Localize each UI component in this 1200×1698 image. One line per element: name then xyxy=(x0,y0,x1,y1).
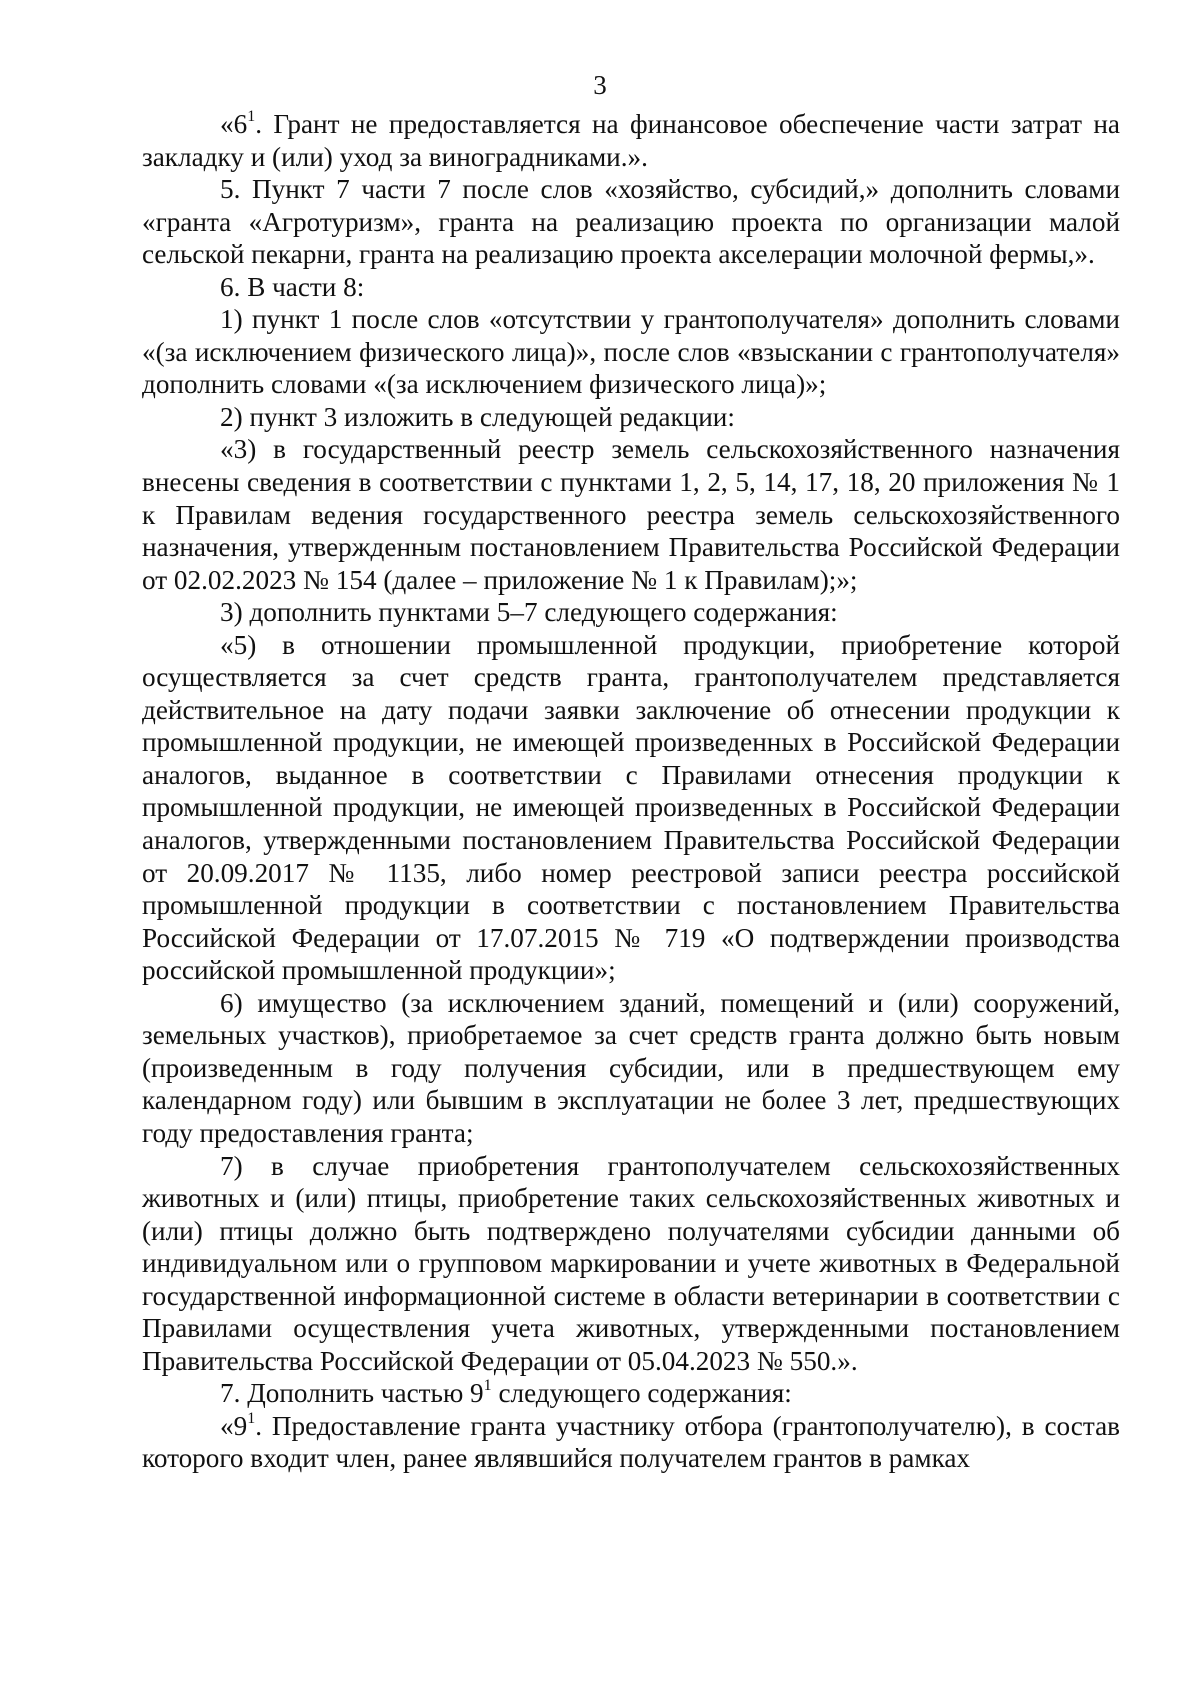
paragraph-subitem-2: 2) пункт 3 изложить в следующей редакции: xyxy=(220,401,735,432)
superscript: 1 xyxy=(247,107,256,125)
text-fragment: следующего содержания: xyxy=(491,1378,792,1409)
paragraph-quote-9-1 xyxy=(142,1410,1120,1475)
paragraph-quote-7: 7) в случае приобретения грантополучателем сельскохозяйственных животных и (или) птицы, приобретение таких сельскохозяйственных животных и (или) птицы должно быть подтверждено получателями субсидии данными об индивидуальном или о групповом маркировании и учете животных в Федеральной государственной информационной системе в области ветеринарии в соответствии с Правилами осуществления учета животных, утвержденными постановлением Правительства Российской Федерации от 05.04.2023 № 550.». xyxy=(142,1150,1120,1376)
document-body xyxy=(142,108,1120,1475)
text-fragment: . Предоставление гранта участнику отбора (грантополучателю), в состав которого входит член, ранее являвшийся получателем грантов в рамках xyxy=(142,1410,1120,1474)
paragraph-item-6: 6. В части 8: xyxy=(220,271,365,302)
paragraph-subitem-3: 3) дополнить пунктами 5–7 следующего содержания: xyxy=(220,597,838,628)
text-fragment: 7. Дополнить частью 9 xyxy=(220,1378,484,1409)
paragraph-subitem-1: 1) пункт 1 после слов «отсутствии у грантополучателя» дополнить словами «(за исключением физического лица)», после слов «взыскании с грантополучателя» дополнить словами «(за исключением физического лица)»; xyxy=(142,304,1120,400)
superscript: 1 xyxy=(483,1377,492,1395)
text-fragment: «6 xyxy=(220,109,248,139)
paragraph-quote-6: 6) имущество (за исключением зданий, помещений и (или) сооружений, земельных участков), приобретаемое за счет средств гранта должно быть новым (произведенным в году получения субсидии, или в предшествующем ему календарном году) или бывшим в эксплуатации не более 3 лет, предшествующих году предоставления гранта; xyxy=(142,987,1120,1148)
text-fragment: . Грант не предоставляется на финансовое обеспечение части затрат на закладку и (или) уход за виноградниками.». xyxy=(142,109,1120,172)
paragraph-quote-3: «3) в государственный реестр земель сельскохозяйственного назначения внесены сведения в соответствии с пунктами 1, 2, 5, 14, 17, 18, 20 приложения № 1 к Правилам ведения государственного реестра земель сельскохозяйственного назначения, утвержденным постановлением Правительства Российской Федерации от 02.02.2023 № 154 (далее – приложение № 1 к Правилам);»; xyxy=(142,434,1120,595)
paragraph-item-7 xyxy=(142,1377,1120,1410)
paragraph-quote-5: «5) в отношении промышленной продукции, приобретение которой осуществляется за счет средств гранта, грантополучателем представляется действительное на дату подачи заявки заключение об отнесении продукции к промышленной продукции, не имеющей произведенных в Российской Федерации аналогов, выданное в соответствии с Правилами отнесения продукции к промышленной продукции, не имеющей произведенных в Российской Федерации аналогов, утвержденными постановлением Правительства Российской Федерации от 20.09.2017 № 1135, либо номер реестровой записи реестра российской промышленной продукции в соответствии с постановлением Правительства Российской Федерации от 17.07.2015 № 719 «О подтверждении производства российской промышленной продукции»; xyxy=(142,629,1120,986)
page-number: 3 xyxy=(593,70,607,100)
paragraph-item-5: 5. Пункт 7 части 7 после слов «хозяйство, субсидий,» дополнить словами «гранта «Агротуризм», гранта на реализацию проекта по организации малой сельской пекарни, гранта на реализацию проекта акселерации молочной фермы,». xyxy=(142,174,1120,270)
paragraph-6-1-grant xyxy=(142,108,1120,173)
superscript: 1 xyxy=(247,1409,256,1427)
text-fragment: «9 xyxy=(220,1410,248,1441)
